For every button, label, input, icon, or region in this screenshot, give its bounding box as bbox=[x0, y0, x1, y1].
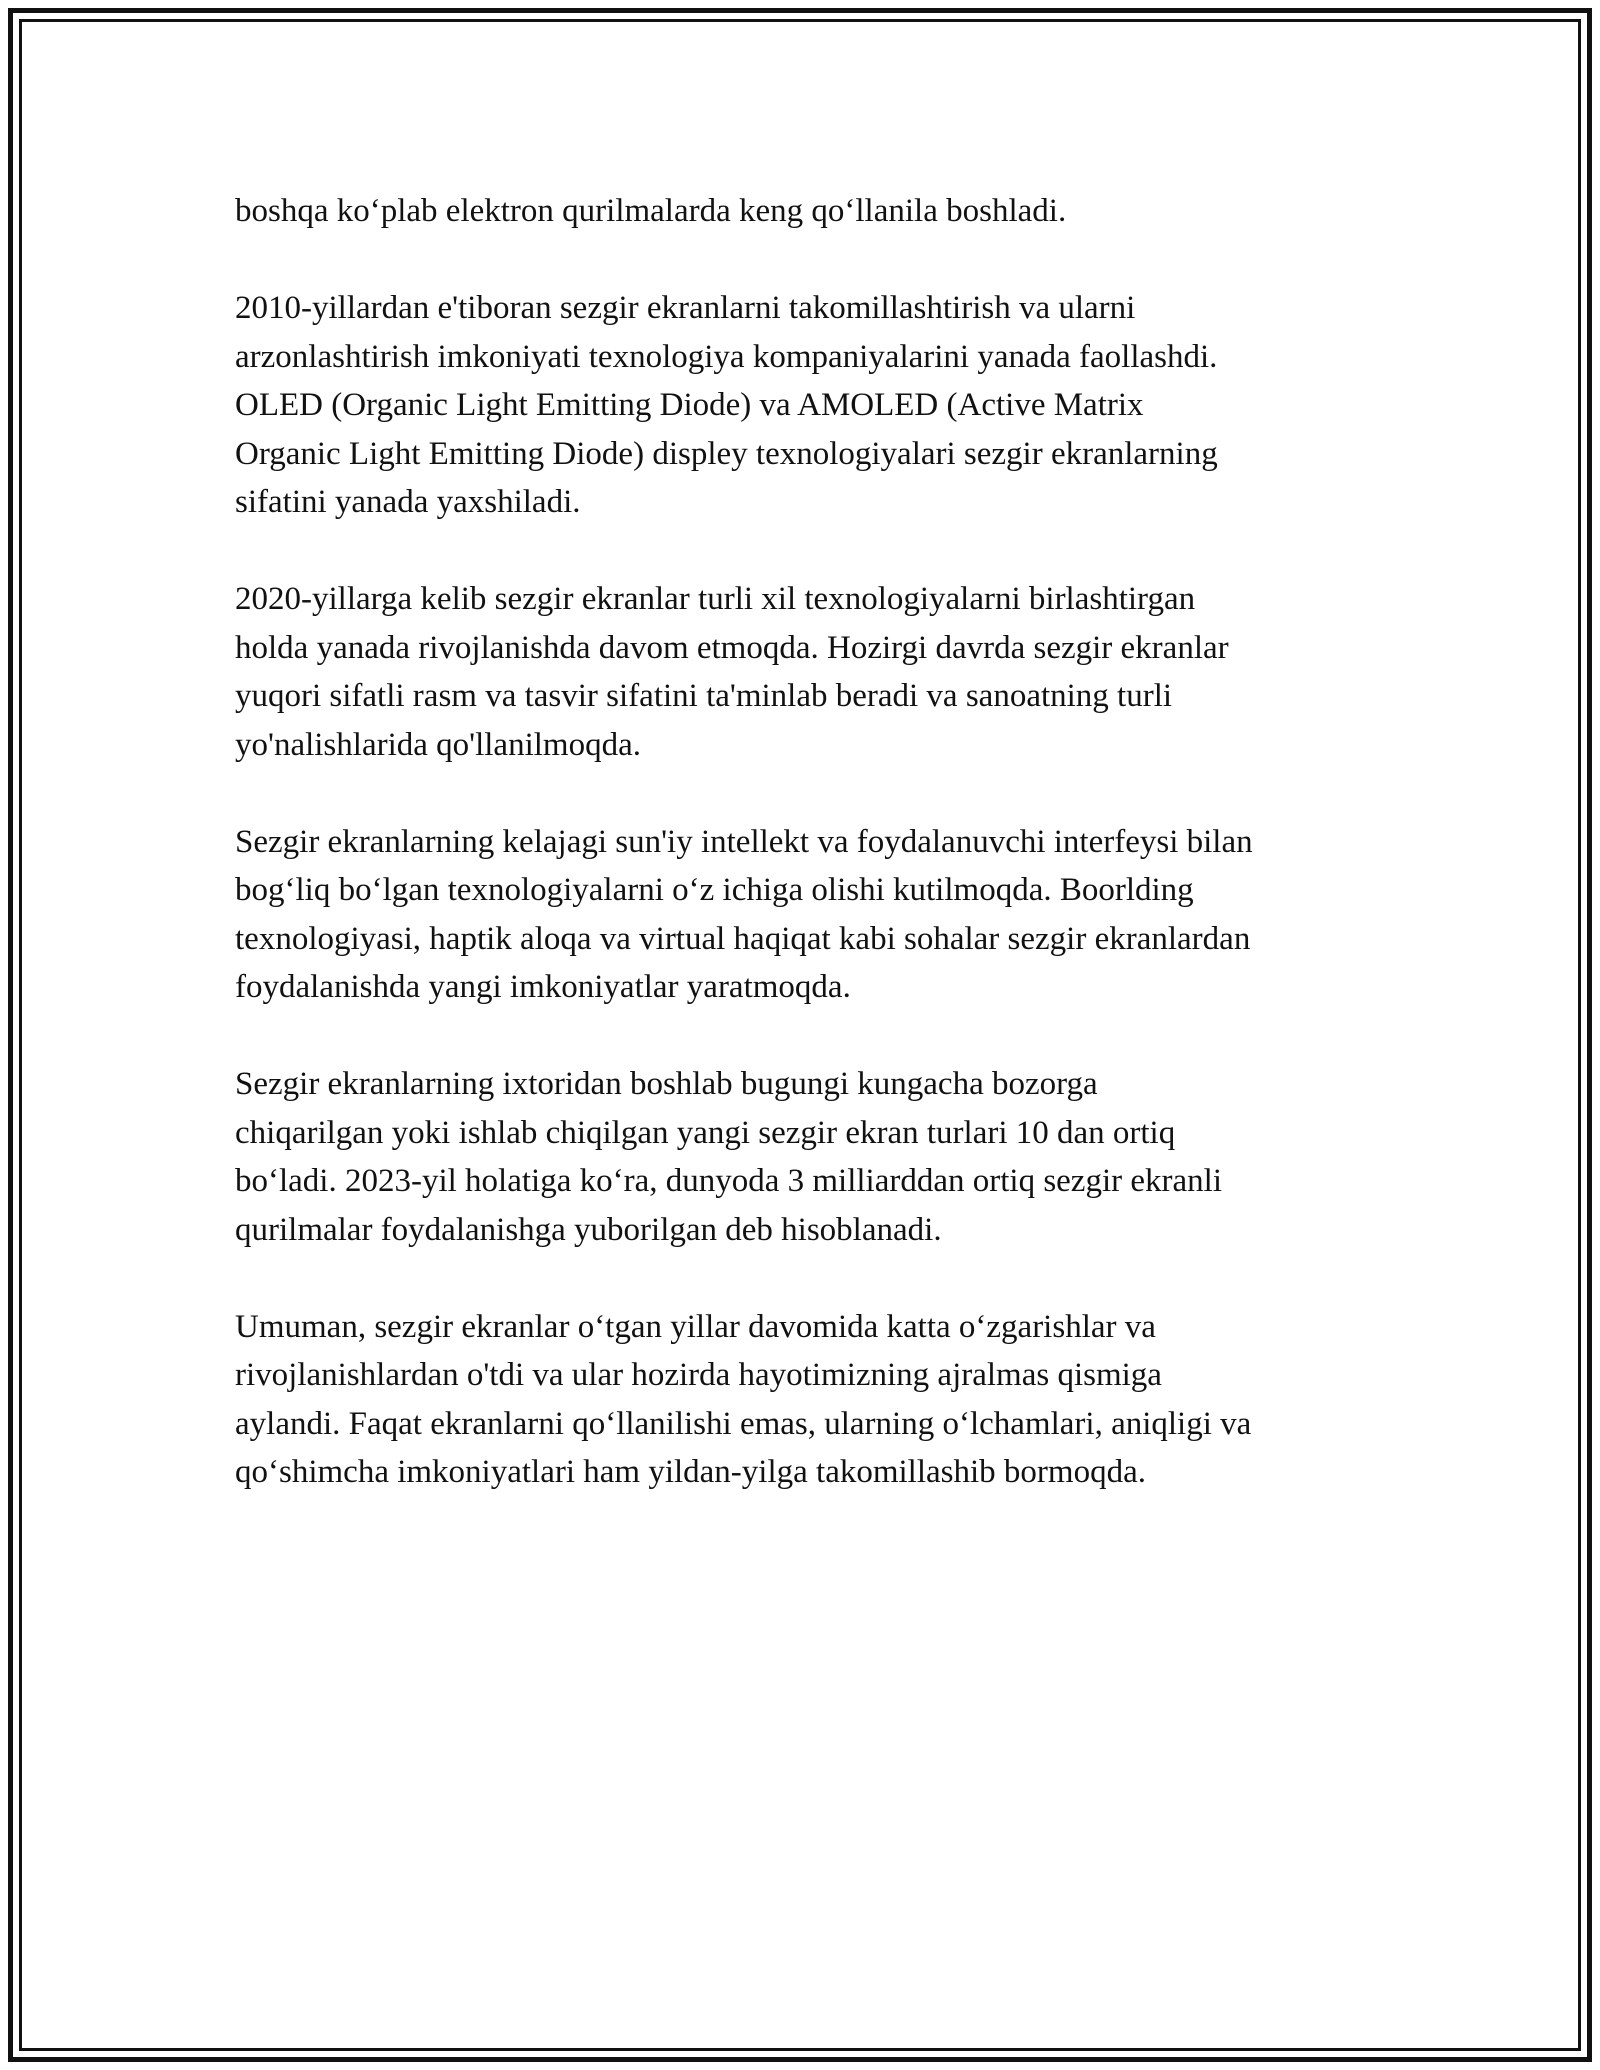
text-line: chiqarilgan yoki ishlab chiqilgan yangi sezgir ekran turlari 10 dan ortiq bbox=[235, 1114, 1176, 1151]
text-line: Sezgir ekranlarning ixtoridan boshlab bugungi kungacha bozorga bbox=[235, 1066, 1098, 1102]
text-line: 2010-yillardan e'tiboran sezgir ekranlarni takomillashtirish va ularni bbox=[235, 290, 1136, 326]
text-line: aylandi. Faqat ekranlarni qo‘llanilishi emas, ularning o‘lchamlari, aniqligi va bbox=[235, 1405, 1252, 1442]
text-line: 2020-yillarga kelib sezgir ekranlar turli xil texnologiyalarni birlashtirgan bbox=[235, 581, 1196, 617]
text-line: qurilmalar foydalanishga yuborilgan deb hisoblanadi. bbox=[235, 1211, 942, 1248]
text-line: Organic Light Emitting Diode) displey texnologiyalari sezgir ekranlarning bbox=[235, 435, 1218, 472]
text-line: texnologiyasi, haptik aloqa va virtual haqiqat kabi sohalar sezgir ekranlardan bbox=[235, 920, 1251, 957]
text-line: arzonlashtirish imkoniyati texnologiya kompaniyalarini yanada faollashdi. bbox=[235, 338, 1218, 375]
text-line: sifatini yanada yaxshiladi. bbox=[235, 484, 581, 520]
text-line: boshqa ko‘plab elektron qurilmalarda keng qo‘llanila boshladi. bbox=[235, 193, 1067, 229]
text-line: holda yanada rivojlanishda davom etmoqda. Hozirgi davrda sezgir ekranlar bbox=[235, 629, 1229, 666]
text-line: yuqori sifatli rasm va tasvir sifatini ta'minlab beradi va sanoatning turli bbox=[235, 678, 1173, 714]
text-line: Sezgir ekranlarning kelajagi sun'iy intellekt va foydalanuvchi interfeysi bilan bbox=[235, 823, 1253, 860]
text-line: yo'nalishlarida qo'llanilmoqda. bbox=[235, 726, 641, 763]
text-line: rivojlanishlardan o'tdi va ular hozirda hayotimizning ajralmas qismiga bbox=[235, 1357, 1162, 1393]
paragraph-3 bbox=[235, 575, 1380, 769]
text-line: foydalanishda yangi imkoniyatlar yaratmoqda. bbox=[235, 969, 851, 1005]
paragraph-1 bbox=[235, 187, 1380, 236]
paragraph-6 bbox=[235, 1303, 1380, 1497]
text-line: bo‘ladi. 2023-yil holatiga ko‘ra, dunyoda 3 milliarddan ortiq sezgir ekranli bbox=[235, 1163, 1222, 1199]
text-line: Umuman, sezgir ekranlar o‘tgan yillar davomida katta o‘zgarishlar va bbox=[235, 1308, 1156, 1345]
text-line: bog‘liq bo‘lgan texnologiyalarni o‘z ichiga olishi kutilmoqda. Boorlding bbox=[235, 872, 1194, 908]
paragraph-4 bbox=[235, 818, 1380, 1012]
document-body bbox=[235, 187, 1380, 1545]
text-line: OLED (Organic Light Emitting Diode) va AMOLED (Active Matrix bbox=[235, 387, 1144, 423]
paragraph-5 bbox=[235, 1060, 1380, 1254]
text-line: qo‘shimcha imkoniyatlari ham yildan-yilga takomillashib bormoqda. bbox=[235, 1454, 1146, 1490]
paragraph-2 bbox=[235, 284, 1380, 527]
